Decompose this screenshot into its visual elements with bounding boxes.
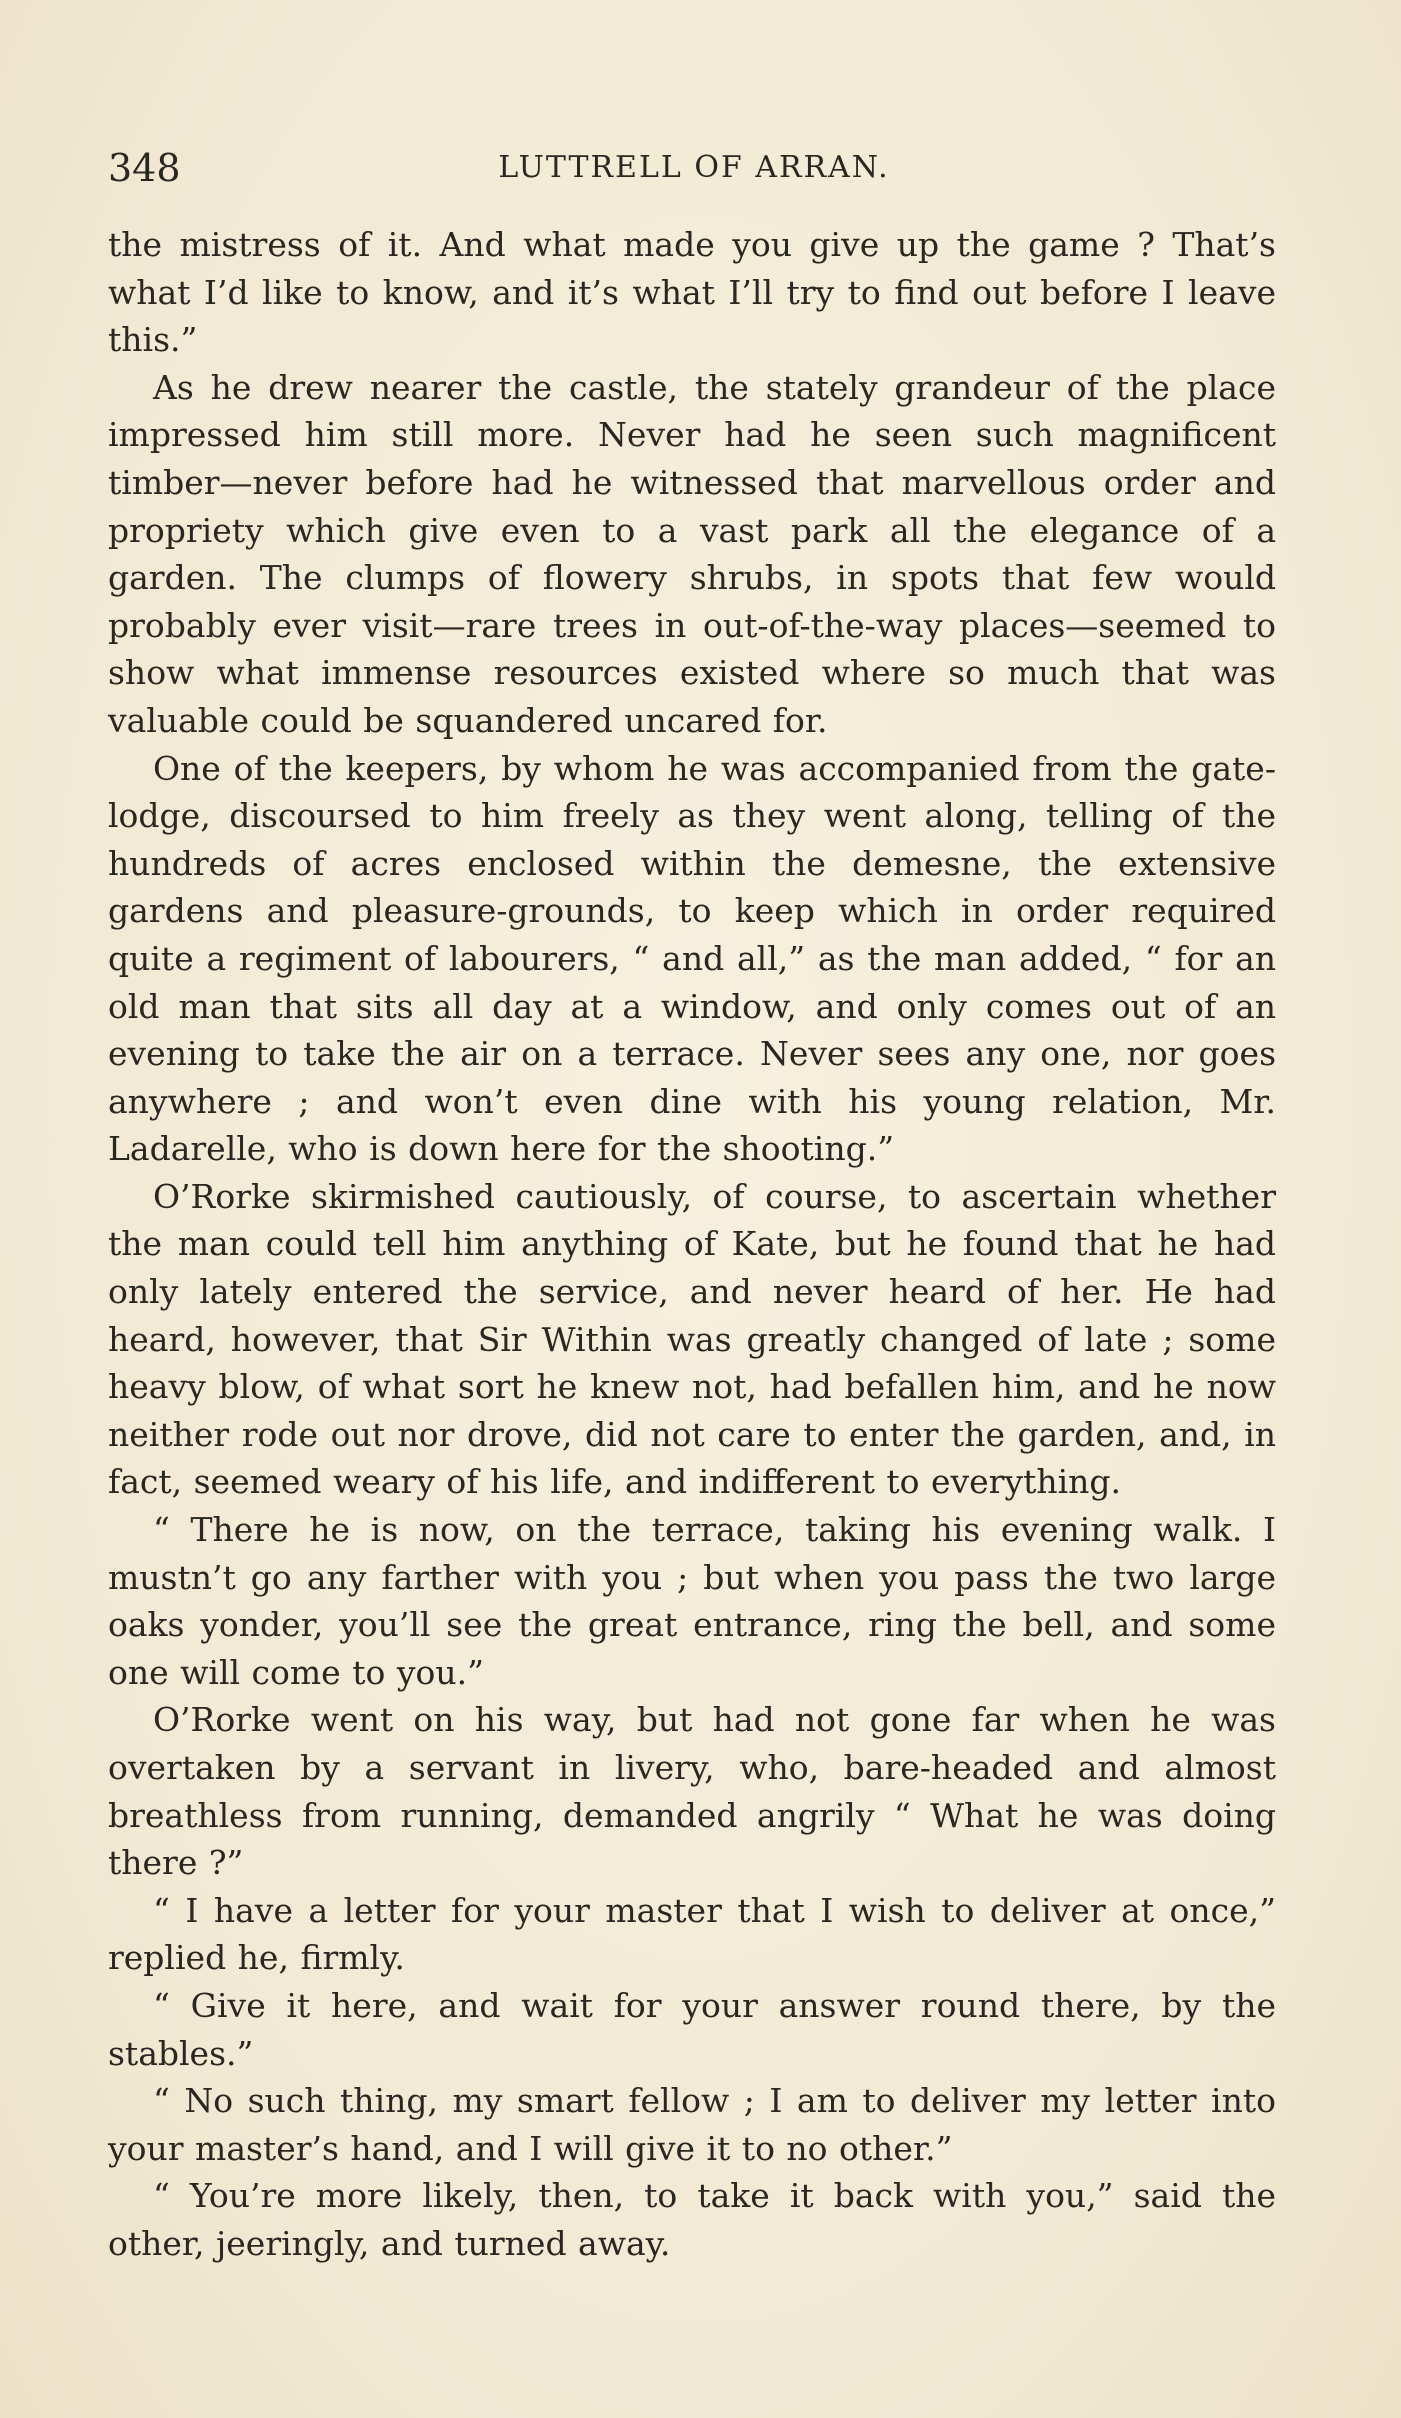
paragraph: O’Rorke went on his way, but had not gone far when he was overtaken by a servant in livery, who, bare-headed and almost breathless from running, demanded angrily “ What he was doing there ?” xyxy=(108,1700,1276,1883)
paragraph: “ I have a letter for your master that I wish to deliver at once,” replied he, firmly. xyxy=(108,1890,1276,1978)
paragraph: O’Rorke skirmished cautiously, of course, to ascertain whether the man could tell him anything of Kate, but he found that he had only lately entered the service, and never heard of her. He had heard, however, that Sir Within was greatly changed of late ; some heavy blow, of what sort he knew not, had befallen him, and he now neither rode out nor drove, did not care to enter the garden, and, in fact, seemed weary of his life, and indifferent to everything. xyxy=(108,1176,1276,1502)
text-body xyxy=(108,221,1276,2268)
paragraph: “ No such thing, my smart fellow ; I am to deliver my letter into your master’s hand, and I will give it to no other.” xyxy=(108,2081,1276,2168)
paragraph: “ Give it here, and wait for your answer round there, by the stables.” xyxy=(108,1985,1276,2073)
running-title: LUTTRELL OF ARRAN. xyxy=(498,150,890,185)
paragraph: One of the keepers, by whom he was accompanied from the gate-lodge, discoursed to him freely as they went along, telling of the hundreds of acres enclosed within the demesne, the extensive gardens and pleasure-grounds, to keep which in order required quite a regiment of labourers, “ and all,” as the man added, “ for an old man that sits all day at a window, and only comes out of an evening to take the air on a terrace. Never sees any one, nor goes anywhere ; and won’t even dine with his young relation, Mr. Ladarelle, who is down here for the shooting.” xyxy=(108,748,1276,1169)
paragraph: “ There he is now, on the terrace, taking his evening walk. I mustn’t go any farther with you ; but when you pass the two large oaks yonder, you’ll see the great entrance, ring the bell, and some one will come to you.” xyxy=(108,1510,1276,1692)
paragraph: As he drew nearer the castle, the stately grandeur of the place impressed him still more. Never had he seen such magnificent timber—never before had he witnessed that marvellous order and propriety which give even to a vast park all the elegance of a garden. The clumps of flowery shrubs, in spots that few would probably ever visit—rare trees in out-of-the-way places—seemed to show what immense resources existed where so much that was valuable could be squandered uncared for. xyxy=(108,367,1276,740)
paragraph: “ You’re more likely, then, to take it back with you,” said the other, jeeringly, and turned away. xyxy=(108,2176,1276,2263)
page-number: 348 xyxy=(108,146,181,190)
paragraph: the mistress of it. And what made you give up the game ? That’s what I’d like to know, and it’s what I’ll try to find out before I leave this.” xyxy=(108,225,1276,360)
page-header xyxy=(108,142,1280,194)
